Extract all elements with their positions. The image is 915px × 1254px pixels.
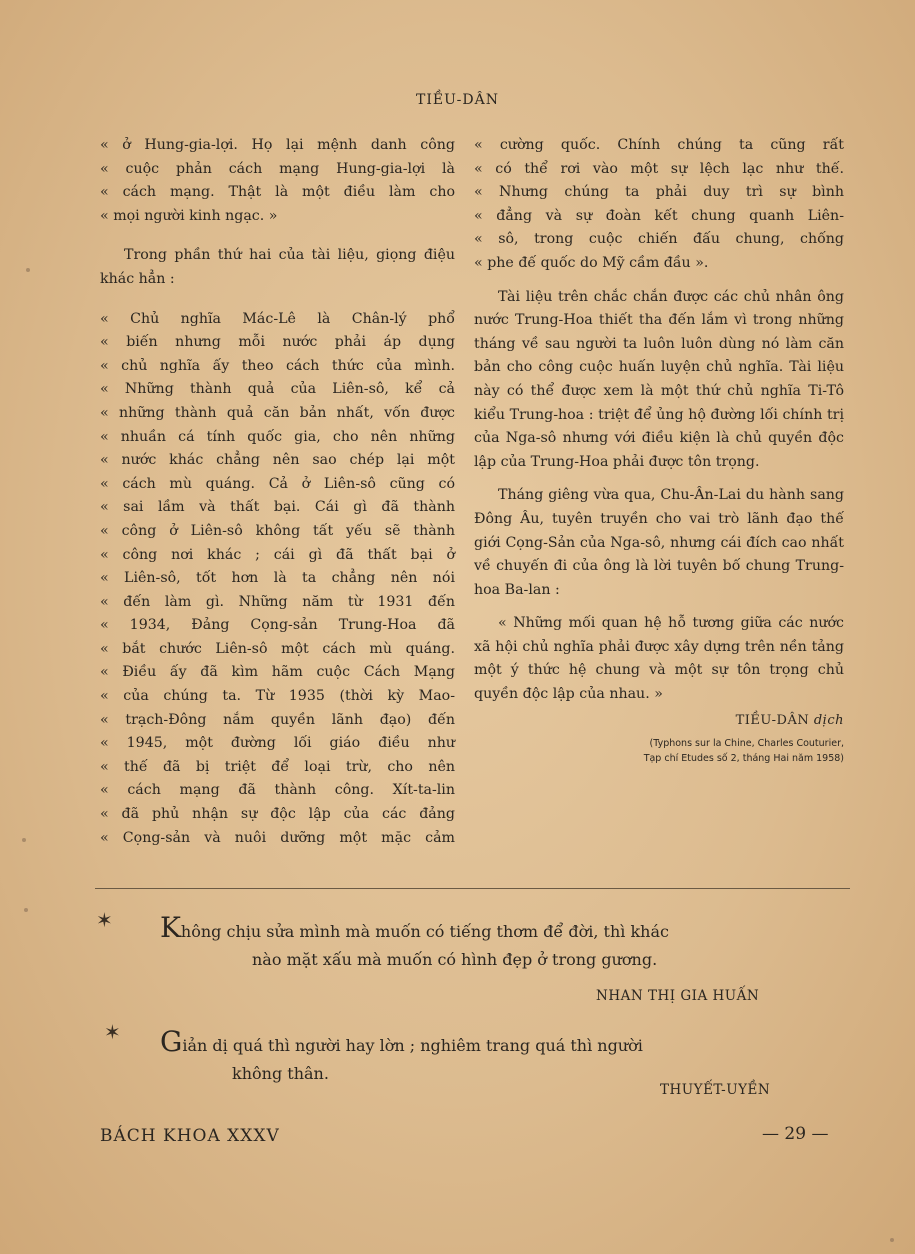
maxim-text: hông chịu sửa mình mà muốn có tiếng thơm để đời, thì khác: [180, 922, 669, 941]
quote-line: « thế đã bị triệt để loại trừ, cho nên: [100, 758, 455, 775]
quote-line: « Điều ấy đã kìm hãm cuộc Cách Mạng: [100, 664, 455, 681]
left-column: [100, 134, 455, 850]
signature-name: TIỀU-DÂN: [735, 712, 810, 728]
quote-line: « những thành quả căn bản nhất, vốn được: [100, 404, 455, 421]
quote-line: « của chúng ta. Từ 1935 (thời kỳ Mao-: [100, 688, 455, 705]
paper-spot: [22, 838, 26, 842]
text-line: « mọi người kinh ngạc. »: [100, 207, 278, 224]
quote-line: « phe đế quốc do Mỹ cầm đầu ».: [474, 254, 709, 271]
paragraph-3: Tài liệu trên chắc chắn được các chủ nhân ông nước Trung-Hoa thiết tha đến lắm vì trong những tháng về sau người ta luôn luôn dùng nó làm căn bản cho công cuộc huấn luyện chủ nghĩa. Tài liệu này có thể được xem là một thứ chủ nghĩa Ti-Tô kiểu Trung-hoa : triệt để ủng hộ đường lối chính trị của Nga-sô nhưng với điều kiện là chủ quyền độc lập của Trung-Hoa phải được tôn trọng.: [474, 288, 844, 470]
signature: [474, 709, 844, 733]
star-icon: ✶: [96, 908, 113, 932]
source-citation: [474, 736, 844, 766]
right-column: [474, 134, 844, 766]
quote-line: « Những thành quả của Liên-sô, kể cả: [100, 381, 455, 398]
maxim-line: [160, 1025, 850, 1060]
maxim-line: [160, 911, 850, 946]
quote-line: « Cọng-sản và nuôi dưỡng một mặc cảm: [100, 829, 455, 846]
quote-block: [100, 308, 455, 851]
maxim-line: nào mặt xấu mà muốn có hình đẹp ở trong gương.: [252, 950, 658, 969]
quote-line: « cách mù quáng. Cả ở Liên-sô cũng có: [100, 475, 455, 492]
quote-line: « Chủ nghĩa Mác-Lê là Chân-lý phổ: [100, 310, 455, 327]
text-line: « cách mạng. Thật là một điều làm cho: [100, 184, 455, 201]
quote-line: « cường quốc. Chính chúng ta cũng rất: [474, 137, 844, 153]
paper-spot: [26, 268, 30, 272]
signature-role: dịch: [813, 712, 844, 728]
paper-spot: [890, 1238, 894, 1242]
paragraph-2: Trong phần thứ hai của tài liệu, giọng điệu khác hẳn :: [100, 247, 455, 287]
paragraph-4: Tháng giêng vừa qua, Chu-Ân-Lai du hành sang Đông Âu, tuyên truyền cho vai trò lãnh đạo thế giới Cọng-Sản của Nga-sô, nhưng cái đích cao nhất về chuyến đi của ông là lời tuyên bố chung Trung-hoa Ba-lan :: [474, 487, 844, 598]
paper-spot: [24, 908, 28, 912]
quote-line: « Liên-sô, tốt hơn là ta chẳng nên nói: [100, 570, 455, 587]
maxim-line: không thân.: [232, 1064, 329, 1083]
drop-cap: G: [160, 1025, 183, 1058]
maxim-text: iản dị quá thì người hay lờn ; nghiêm trang quá thì người: [182, 1036, 643, 1055]
quote-continuation: [474, 134, 844, 276]
quote-line: « Nhưng chúng ta phải duy trì sự bình: [474, 184, 844, 201]
quote-line: « bắt chước Liên-sô một cách mù quáng.: [100, 640, 455, 657]
paragraph-1: [100, 134, 455, 228]
maxim-1: [160, 911, 850, 974]
quote-line: « công ở Liên-sô không tất yếu sẽ thành: [100, 522, 455, 539]
quote-line: « sai lầm và thất bại. Cái gì đã thành: [100, 499, 455, 516]
source-line: Tạp chí Etudes số 2, tháng Hai năm 1958): [643, 753, 844, 765]
quote-line: « đẳng và sự đoàn kết chung quanh Liên-: [474, 207, 844, 224]
text-line: « cuộc phản cách mạng Hung-gia-lợi là: [100, 160, 455, 177]
star-icon: ✶: [104, 1020, 121, 1044]
quote-line: « công nơi khác ; cái gì đã thất bại ở: [100, 546, 455, 563]
quote-line: « trạch-Đông nắm quyền lãnh đạo) đến: [100, 711, 455, 728]
maxim-2: [160, 1025, 850, 1088]
quote-line: « có thể rơi vào một sự lệch lạc như thế.: [474, 160, 844, 177]
quote-line: « biến nhưng mỗi nước phải áp dụng: [100, 334, 455, 351]
quote-line: « đã phủ nhận sự độc lập của các đảng: [100, 806, 455, 823]
paragraph-5: « Những mối quan hệ hỗ tương giữa các nước xã hội chủ nghĩa phải được xây dựng trên nền tảng một ý thức hệ chung và một sự tôn trọng chủ quyền độc lập của nhau. »: [474, 615, 844, 703]
quote-line: « 1945, một đường lối giáo điều như: [100, 735, 455, 752]
section-divider: [95, 888, 850, 889]
text-line: « ở Hung-gia-lợi. Họ lại mệnh danh công: [100, 137, 455, 153]
quote-line: « nhuần cá tính quốc gia, cho nên những: [100, 428, 455, 445]
maxim-attribution: THUYẾT-UYỀN: [660, 1082, 771, 1098]
publication-name: BÁCH KHOA XXXV: [100, 1126, 280, 1146]
quote-line: « đến làm gì. Những năm từ 1931 đến: [100, 593, 455, 610]
source-line: (Typhons sur la Chine, Charles Couturier,: [649, 738, 844, 750]
quote-line: « 1934, Đảng Cọng-sản Trung-Hoa đã: [100, 617, 455, 634]
drop-cap: K: [160, 911, 181, 944]
quote-line: « nước khác chẳng nên sao chép lại một: [100, 452, 455, 469]
running-header: TIỀU-DÂN: [416, 92, 499, 108]
quote-line: « chủ nghĩa ấy theo cách thức của mình.: [100, 357, 455, 374]
page-number: — 29 —: [762, 1124, 829, 1144]
maxim-attribution: NHAN THỊ GIA HUẤN: [596, 988, 760, 1004]
quote-line: « sô, trong cuộc chiến đấu chung, chống: [474, 231, 844, 248]
quote-line: « cách mạng đã thành công. Xít-ta-lin: [100, 782, 455, 799]
